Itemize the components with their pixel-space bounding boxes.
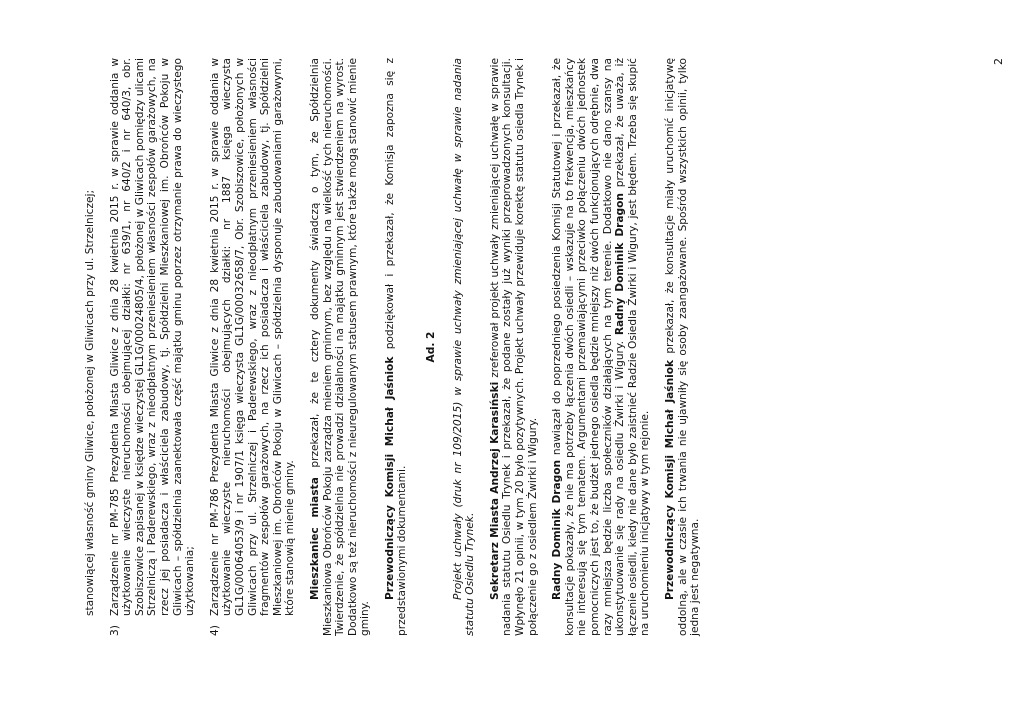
speaker-name: Przewodniczący Komisji Michał Jaśniok bbox=[383, 356, 396, 600]
speaker-name: Radny Dominik Dragon bbox=[614, 193, 627, 336]
speaker-name: Przewodniczący Komisji Michał Jaśniok bbox=[663, 359, 676, 600]
list-item bbox=[209, 58, 297, 636]
paragraph-resident bbox=[309, 58, 372, 636]
item-number: 4) bbox=[208, 625, 221, 636]
paragraph-text: przekazał, że te cztery dokumenty świadczą o tym, że Spółdzielnia Mieszkaniowa Obrońców Pokoju zarządza mieniem gminnym, bez względu na wielkość tych nieruchomości. Twierdzenie, że spółdzielnia nie prowadzi działalności na majątku gminnym jest stwierdzeniem na wyrost. Dodatkowo są też nieruchomości z nieuregulowanym statusem prawnym, które także mogą stanowić mienie gminy. bbox=[308, 57, 372, 636]
paragraph-councillor bbox=[551, 58, 652, 636]
speaker-name: Mieszkaniec miasta bbox=[308, 477, 321, 600]
speaker-name: Radny Dominik Dragon bbox=[551, 459, 564, 600]
item-text: Zarządzenie nr PM-786 Prezydenta Miasta Gliwice z dnia 28 kwietnia 2015 r. w sprawie oddania w użytkowanie wieczyste nieruchomości obejmujących działki: nr 1887 księga wieczysta GL1G/00064053/9 i nr 1907/1 księga wieczysta GL1G/00032658/7, Obr. Szobiszowice, położonych w Gliwicach przy ul. Strzelniczej i Paderewskiego, wraz z nieodpłatnym przeniesieniem własności fragmentów zespołów garażowych, na rzecz ich posiadacza i właściciela zabudowy, tj. Spółdzielni Mieszkaniowej im. Obrońców Pokoju w Gliwicach – spółdzielnia dysponuje zabudowaniami garażowymi, które stanowią mienie gminy. bbox=[208, 58, 297, 616]
page-number: 2 bbox=[992, 58, 1006, 65]
item-text: Zarządzenie nr PM-785 Prezydenta Miasta Gliwice z dnia 28 kwietnia 2015 r. w sprawie oddania w użytkowanie wieczyste nieruchomości obejmującej działki: nr 639/1, nr 640/2 i nr 640/3, obr. Szobiszowice zapisanej w księdze wieczystej GL1G/00024805/4, położonej w Gliwicach pomiędzy ulicami Strzelniczą i Paderewskiego, wraz z nieodpłatnym przeniesieniem własności zespołów garażowych, na rzecz jej posiadacza i właściciela zabudowy, tj. Spółdzielni Mieszkaniowej im. Obrońców Pokoju w Gliwicach – spółdzielnia zaanektowała część majątku gminu poprzez otrzymanie prawa do wieczystego użytkowania; bbox=[108, 58, 197, 616]
intro-line: stanowiącej własność gminy Gliwice, położonej w Gliwicach przy ul. Strzelniczej; bbox=[84, 189, 96, 616]
paragraph-secretary bbox=[489, 58, 539, 636]
paragraph-text: przekazał, że uważa, iż łączenie osiedli, kiedy nie dane było zaistnieć Radzie Osiedla Żwirki i Wigury, jest błędem. Trzeba się skupić na uruchomieniu inicjatywy w tym rejonie. bbox=[614, 57, 652, 636]
paragraph-text: podziękował i przekazał, że Komisja zapozna się z przedstawionymi dokumentami. bbox=[383, 57, 409, 636]
speaker-name: Sekretarz Miasta Andrzej Karasiński bbox=[488, 381, 501, 600]
paragraph-text: nawiązał do poprzedniego posiedzenia Komisji Statutowej i przekazał, że konsultacje pokazały, że nie ma potrzeby łączenia dwóch osiedli – wskazuje na to frekwencja, mieszkańcy nie interesują się tym tematem. Argumentami przemawiającymi przeciwko połączeniu dwóch jednostek pomocniczych jest to, że budżet jednego osiedla będzie mniejszy niż dwóch funkcjonujących odrębnie, dwa razy mniejsza będzie liczba społeczników działających na tym terenie. Dodatkowo nie dano szansy na ukonstytuowanie się rady na osiedlu Żwirki i Wigury. bbox=[551, 58, 627, 636]
project-title: Projekt uchwały (druk nr 109/2015) w sprawie uchwały zmieniającej uchwałę w sprawie nadania statutu Osiedlu Trynek. bbox=[451, 58, 477, 636]
paragraph-chairman-consultation bbox=[664, 58, 702, 636]
item-number: 3) bbox=[108, 625, 121, 636]
paragraph-chairman-thanks bbox=[384, 58, 409, 636]
paragraph-text: przekazał, że konsultacje miały uruchomić inicjatywę oddolną, ale w czasie ich trwania nie ujawniły się osoby zaangażowane. Spośród wszystkich opinii, tylko jedna jest negatywna. bbox=[663, 57, 702, 636]
list-item bbox=[109, 58, 197, 636]
section-heading: Ad. 2 bbox=[425, 331, 438, 363]
paragraph-text: zreferował projekt uchwały zmieniającej uchwałę w sprawie nadania statutu Osiedlu Trynek i przekazał, że podane zostały już wyniki przeprowadzonych konsultacji. Wpłynęło 21 opinii, w tym 20 było pozytywnych. Projekt uchwały przewiduje korektę statutu osiedla Trynek i połączenie go z osiedlem Żwirki i Wigury. bbox=[488, 57, 539, 636]
